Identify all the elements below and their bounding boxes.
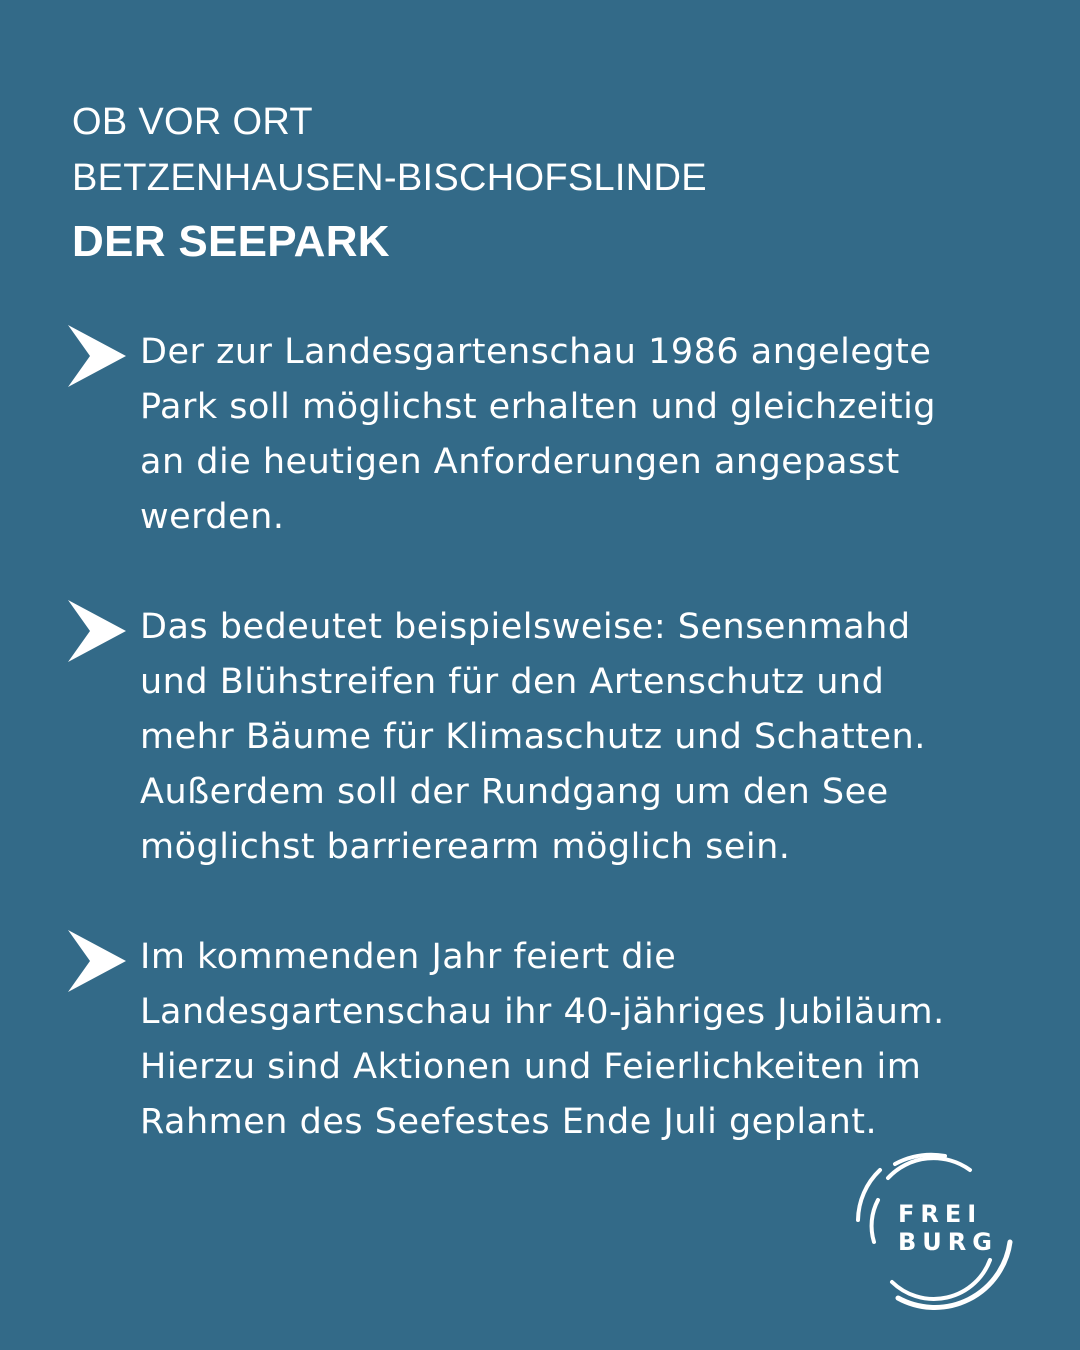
bullet-3-line-2: Landesgartenschau ihr 40-jähriges Jubiläum. [140,992,945,1032]
bullet-2-line-5: möglichst barrierearm möglich sein. [140,827,791,867]
chevron-right-icon [68,930,126,992]
bullet-text-1 [140,325,1020,545]
logo-line-2: BURG [898,1228,998,1256]
logo-line-1: FREI [898,1200,983,1228]
bullet-1-line-1: Der zur Landesgartenschau 1986 angelegte [140,332,932,372]
bullet-3-line-4: Rahmen des Seefestes Ende Juli geplant. [140,1102,878,1142]
header [72,94,1032,270]
bullet-2-line-4: Außerdem soll der Rundgang um den See [140,772,889,812]
kicker-line-1: OB VOR ORT [72,101,313,143]
chevron-right-icon [68,325,126,387]
bullet-1-line-2: Park soll möglichst erhalten und gleichzeitig [140,387,937,427]
logo-text [898,1200,998,1256]
bullet-3-line-1: Im kommenden Jahr feiert die [140,937,677,977]
bullet-2-line-2: und Blühstreifen für den Artenschutz und [140,662,885,702]
bullet-2-line-3: mehr Bäume für Klimaschutz und Schatten. [140,717,926,757]
bullet-text-2 [140,600,1020,875]
bullet-1-line-3: an die heutigen Anforderungen angepasst [140,442,900,482]
chevron-right-icon [68,600,126,662]
bullet-1-line-4: werden. [140,497,285,537]
bullet-3-line-3: Hierzu sind Aktionen und Feierlichkeiten im [140,1047,922,1087]
bullet-2-line-1: Das bedeutet beispielsweise: Sensenmahd [140,607,911,647]
kicker-line-2: BETZENHAUSEN-BISCHOFSLINDE [72,157,707,199]
bullet-text-3 [140,930,1020,1150]
page-title: DER SEEPARK [72,217,390,266]
